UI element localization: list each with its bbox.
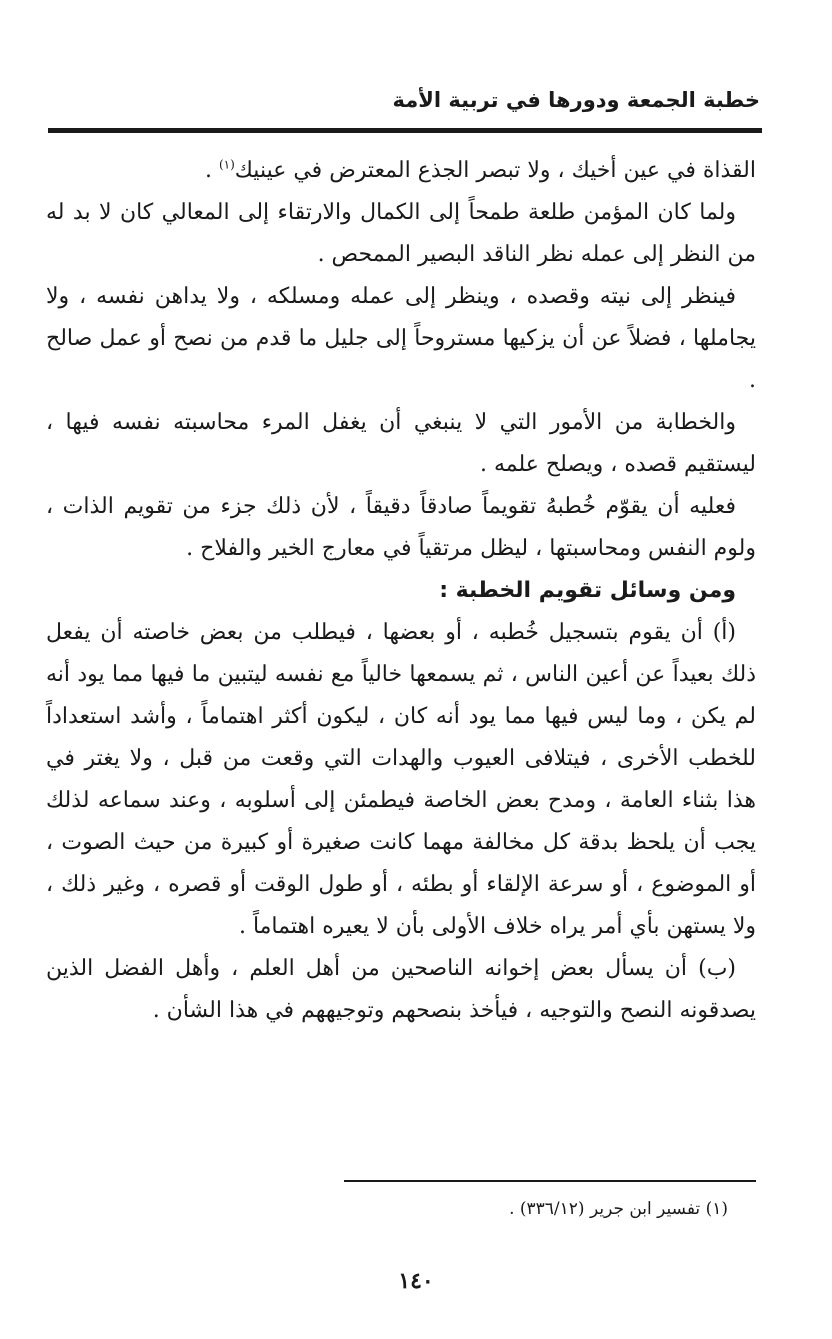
- section-subheading: ومن وسائل تقويم الخطبة :: [439, 578, 736, 603]
- list-item-b: (ب) أن يسأل بعض إخوانه الناصحين من أهل العلم ، وأهل الفضل الذين يصدقونه النصح والتوجيه ، فيأخذ بنصحهم وتوجيههم في هذا الشأن .: [46, 956, 756, 1023]
- footnote: (١) تفسير ابن جرير (٣٣٦/١٢) .: [509, 1199, 728, 1219]
- footnote-ref: (١): [218, 157, 235, 172]
- paragraph: فينظر إلى نيته وقصده ، وينظر إلى عمله ومسلكه ، ولا يداهن نفسه ، ولا يجاملها ، فضلاً عن أن يزكيها مستروحاً إلى جليل ما قدم من نصح أو عمل صالح .: [46, 284, 756, 393]
- footnote-rule: [344, 1180, 756, 1182]
- paragraph-continued: [46, 150, 756, 192]
- page-number: ١٤٠: [398, 1268, 434, 1294]
- paragraph: ولما كان المؤمن طلعة طمحاً إلى الكمال والارتقاء إلى المعالي كان لا بد له من النظر إلى عمله نظر الناقد البصير الممحص .: [46, 200, 756, 267]
- main-text: [46, 150, 756, 1032]
- list-item-a: (أ) أن يقوم بتسجيل خُطبه ، أو بعضها ، فيطلب من بعض خاصته أن يفعل ذلك بعيداً عن أعين الناس ، ثم يسمعها خالياً مع نفسه ليتبين ما فيها مما يود أنه لم يكن ، وما ليس فيها مما يود أنه كان ، ليكون أكثر اهتماماً ، وأشد استعداداً للخطب الأخرى ، فيتلافى العيوب والهدات التي وقعت من قبل ، ولا يغتر في هذا بثناء العامة ، ومدح بعض الخاصة فيطمئن إلى أسلوبه ، وعند سماعه لذلك يجب أن يلحظ بدقة كل مخالفة مهما كانت صغيرة أو كبيرة من حيث الصوت ، أو الموضوع ، أو سرعة الإلقاء أو بطئه ، أو طول الوقت أو قصره ، وغير ذلك ، ولا يستهن بأي أمر يراه خلاف الأولى بأن لا يعيره اهتماماً .: [46, 620, 756, 939]
- header-rule: [48, 128, 762, 133]
- paragraph-tail: .: [204, 158, 219, 183]
- paragraph: والخطابة من الأمور التي لا ينبغي أن يغفل المرء محاسبته نفسه فيها ، ليستقيم قصده ، ويصلح علمه .: [46, 410, 756, 477]
- running-header: خطبة الجمعة ودورها في تربية الأمة: [392, 88, 760, 112]
- paragraph-text: القذاة في عين أخيك ، ولا تبصر الجذع المعترض في عينيك: [234, 158, 756, 183]
- paragraph: فعليه أن يقوّم خُطبهُ تقويماً صادقاً دقيقاً ، لأن ذلك جزء من تقويم الذات ، ولوم النفس ومحاسبتها ، ليظل مرتقياً في معارج الخير والفلاح .: [46, 494, 756, 561]
